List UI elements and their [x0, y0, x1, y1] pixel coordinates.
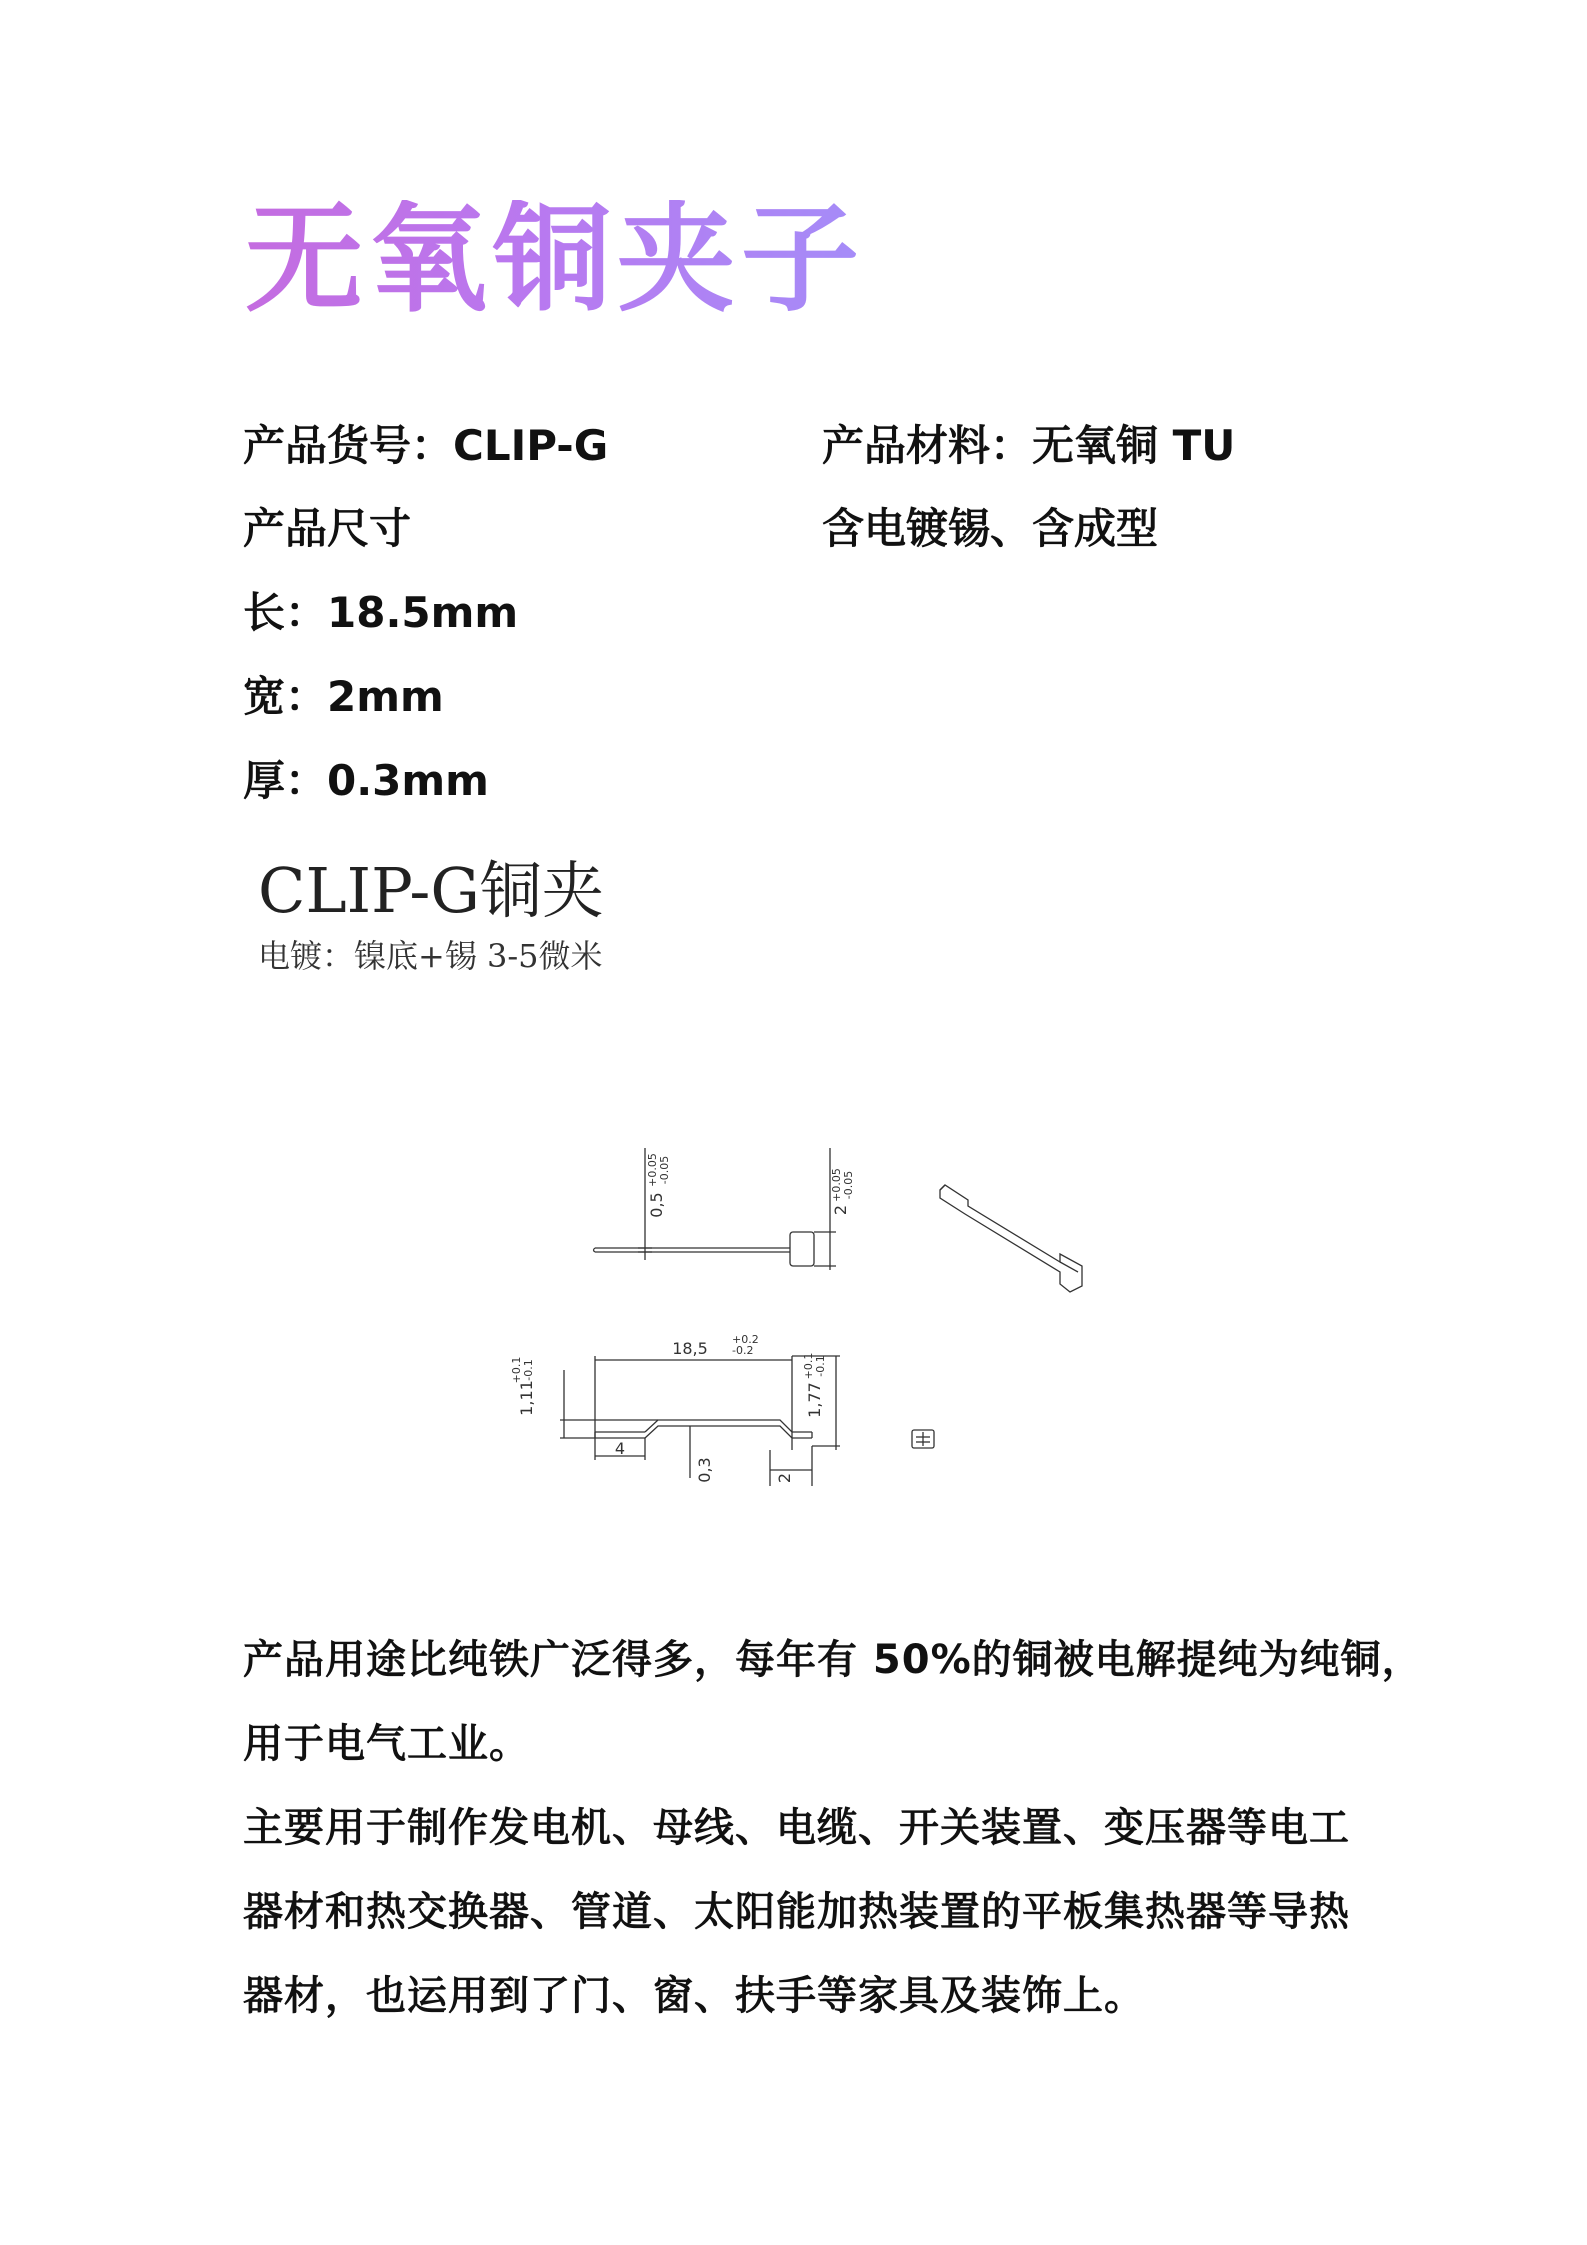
dim-step-height-tol-top: +0.1 — [510, 1356, 523, 1384]
dim-total-height: 1,77 — [805, 1382, 824, 1418]
spec-width: 宽：2mm — [243, 672, 444, 721]
spec-length: 长：18.5mm — [243, 588, 519, 637]
dim-thickness-tol-top: +0.05 — [646, 1153, 659, 1187]
description-line-3: 主要用于制作发电机、母线、电缆、开关装置、变压器等电工 — [243, 1805, 1350, 1851]
dim-length: 18,5 — [672, 1339, 708, 1358]
product-material: 产品材料：无氧铜 TU — [822, 421, 1236, 470]
size-heading: 产品尺寸 — [243, 504, 412, 553]
description-line-2: 用于电气工业。 — [243, 1721, 530, 1767]
svg-text:0,5 — [647, 1192, 666, 1217]
dim-width-head: 2 — [831, 1204, 850, 1216]
dim-step-height: 1,11 — [517, 1380, 536, 1416]
drawing-subtitle: 电镀：镍底+锡 3-5微米 — [258, 937, 603, 975]
end-view — [912, 1430, 934, 1448]
dim-thickness-tol-bot: -0.05 — [658, 1155, 671, 1185]
product-number: 产品货号：CLIP-G — [243, 421, 609, 470]
dim-total-height-tol-bot: -0.1 — [814, 1355, 827, 1377]
description-line-1: 产品用途比纯铁广泛得多，每年有 50%的铜被电解提纯为纯铜， — [243, 1637, 1423, 1683]
top-view — [594, 1148, 837, 1270]
dim-length-tol-top: +0.2 — [732, 1333, 759, 1346]
isometric-view — [940, 1185, 1082, 1292]
dim-plate-thickness: 0,3 — [695, 1457, 714, 1483]
dim-width-tol-top: +0.05 — [830, 1168, 843, 1202]
description-line-5: 器材，也运用到了门、窗、扶手等家具及装饰上。 — [243, 1973, 1145, 2019]
dim-thickness-head: 0,5 — [647, 1192, 666, 1218]
dim-end-width: 2 — [775, 1472, 794, 1484]
technical-drawing — [500, 1130, 1180, 1530]
plating-info: 含电镀锡、含成型 — [822, 504, 1159, 553]
drawing-title: CLIP-G铜夹 — [258, 854, 604, 927]
dim-total-height-tol-top: +0.1 — [802, 1352, 815, 1380]
page-title: 无氧铜夹子 — [245, 190, 866, 328]
dim-width-tol-bot: -0.05 — [842, 1170, 855, 1200]
dim-length-tol-bot: -0.2 — [732, 1344, 754, 1357]
dim-flat-length: 4 — [614, 1439, 626, 1458]
dim-step-height-tol-bot: -0.1 — [522, 1359, 535, 1381]
description-line-4: 器材和热交换器、管道、太阳能加热装置的平板集热器等导热 — [243, 1889, 1350, 1935]
spec-thickness: 厚：0.3mm — [243, 756, 489, 805]
